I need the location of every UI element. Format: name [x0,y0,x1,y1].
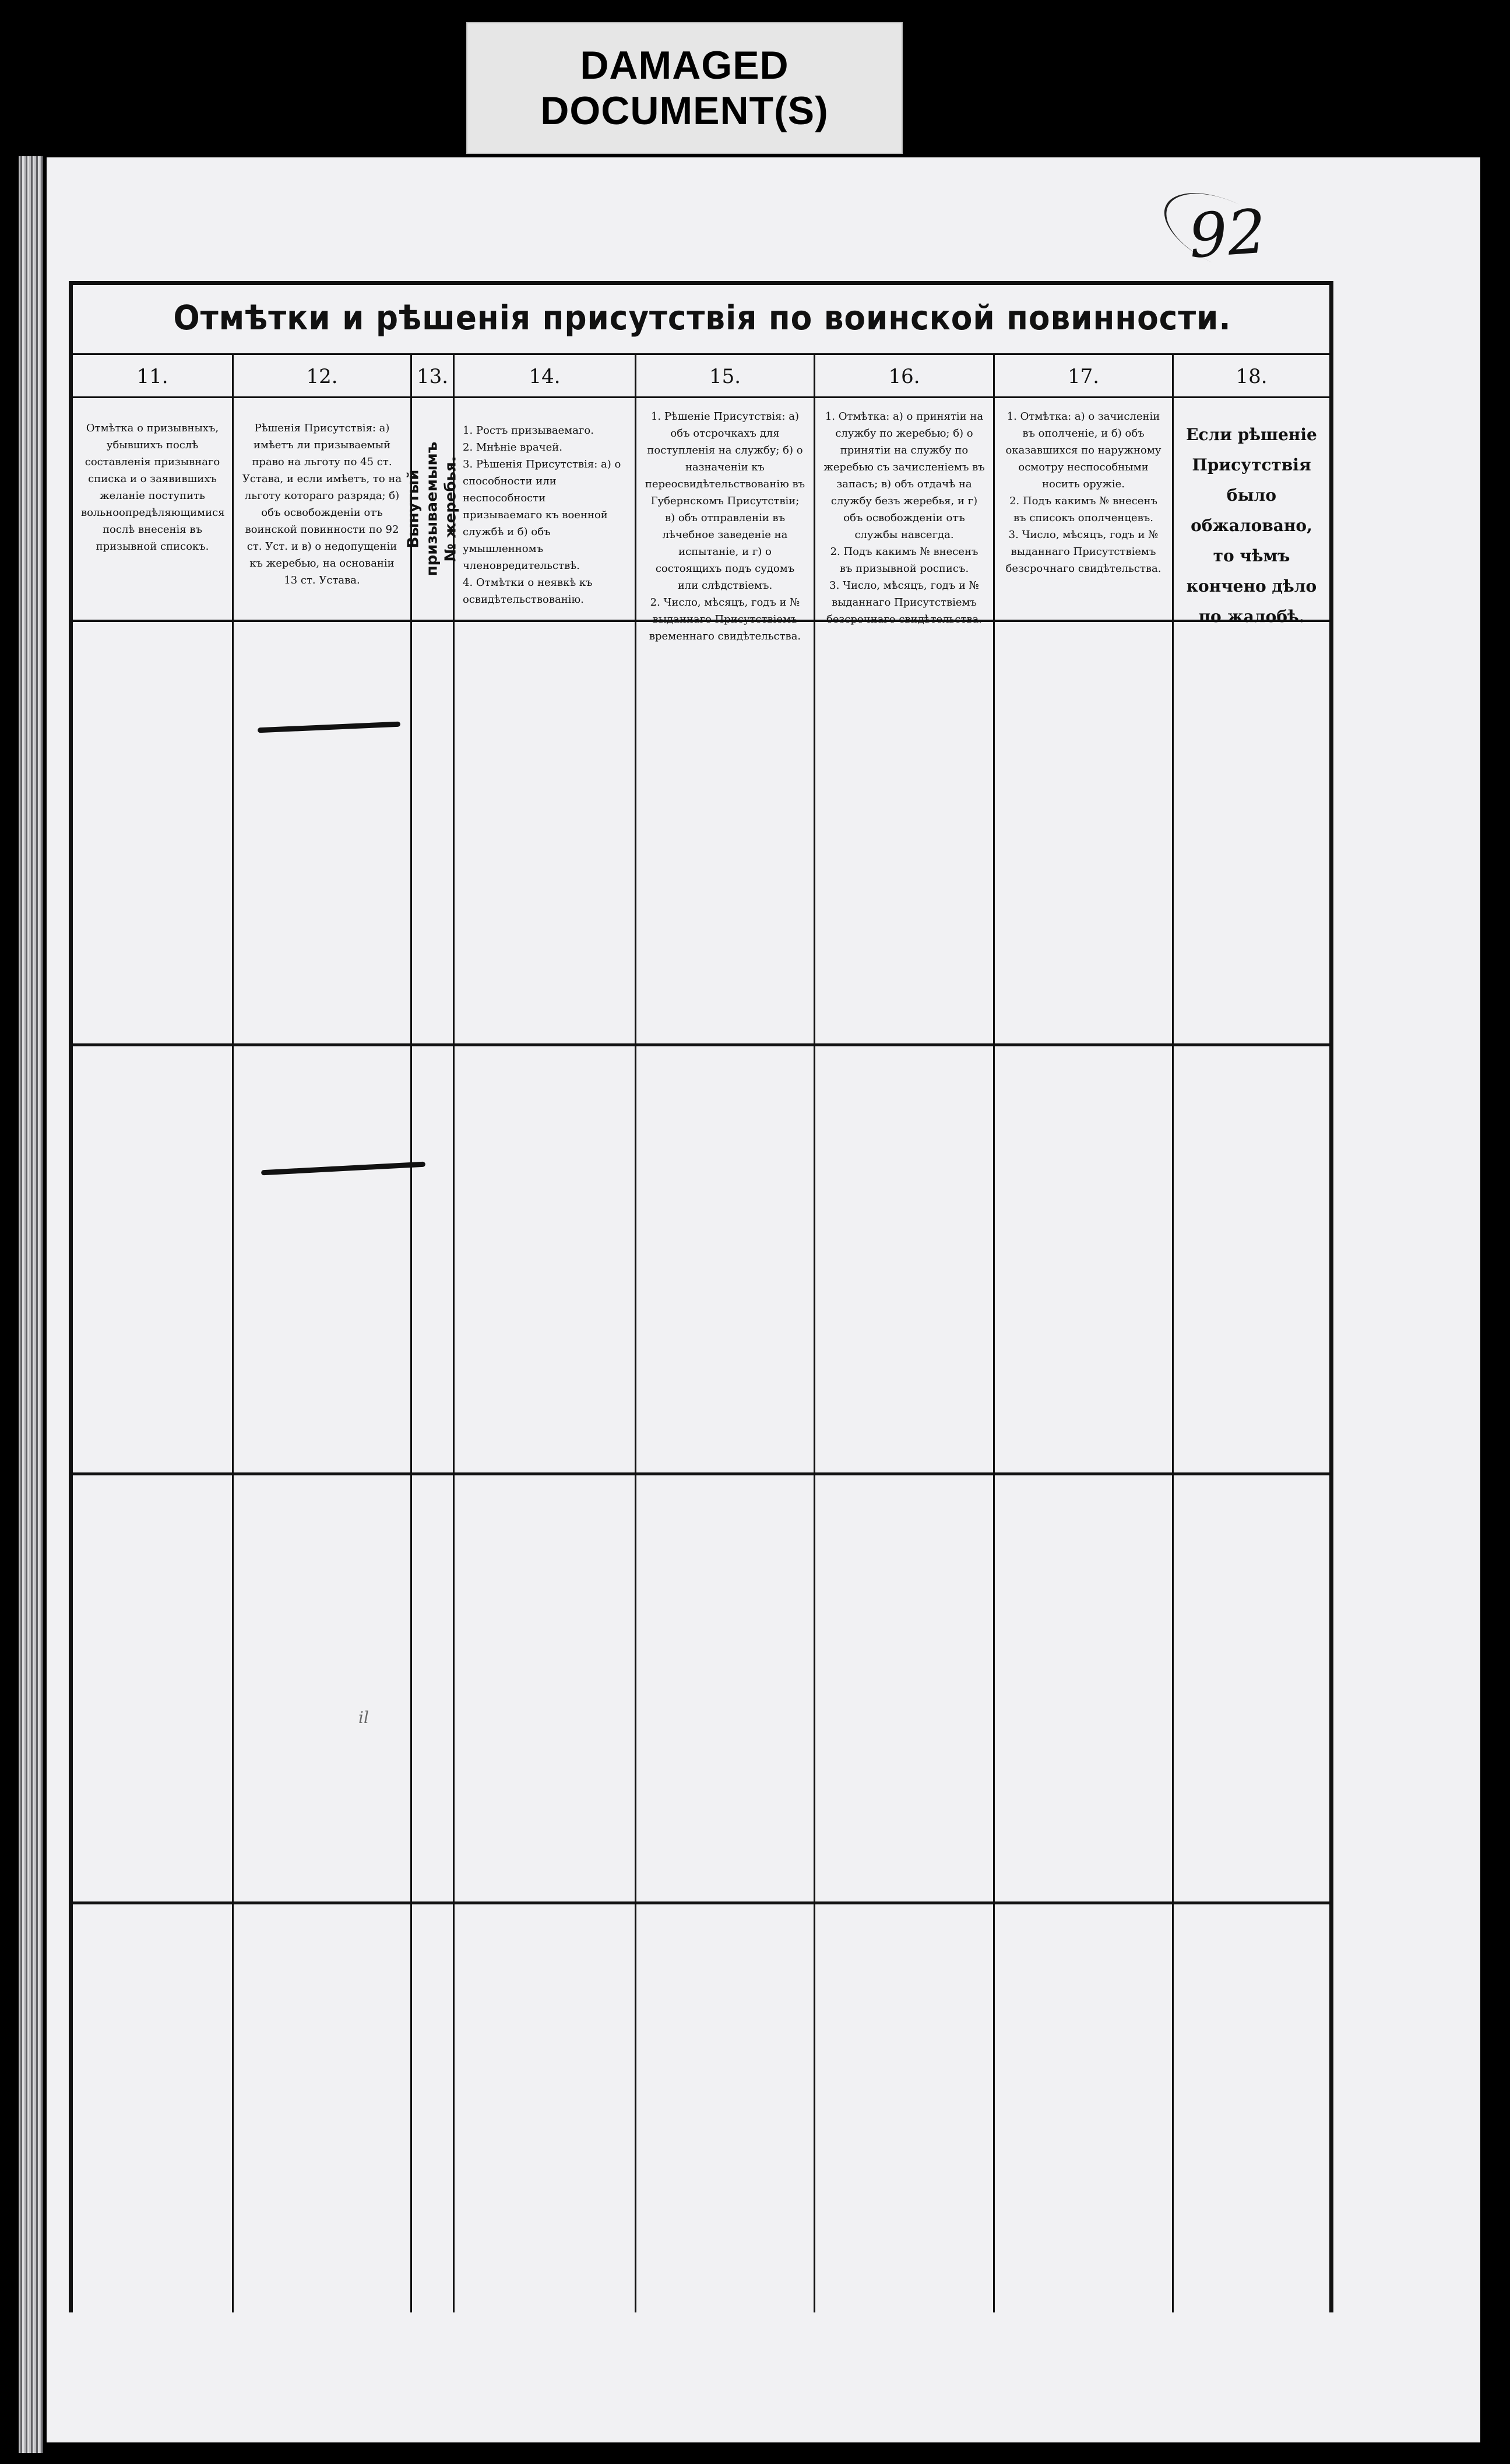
row-separator-1 [69,1043,1333,1046]
column-number-16: 16. [888,365,920,388]
table-left-border [69,281,73,2312]
column-description-13 [404,396,460,621]
row-separator-3 [69,1901,1333,1904]
column-separator [410,355,412,2312]
column-separator [993,355,995,2312]
drawn-lot-number-label: Вынутый призываемымъ № жеребья. [404,441,460,576]
column-number-18: 18. [1236,365,1268,388]
column-number-15: 15. [709,365,741,388]
column-description-17: 1. Отмѣтка: а) о зачисленіи въ ополченіе, и б) объ оказавшихся по наружному осмотру неспособными носить оружіе. 2. Подъ какимъ № внесенъ въ списокъ ополченцевъ. 3. Число, мѣсяцъ, годъ и № выданнаго Присутствіемъ безсрочнаго свидѣтельства. [1005,410,1161,575]
column-number-11: 11. [136,365,168,388]
column-separator [453,355,455,2312]
column-number-14: 14. [529,365,561,388]
pencil-mark: il [358,1708,369,1727]
row-separator-2 [69,1472,1333,1475]
table-top-border [69,281,1333,285]
page-binding-edge [19,156,43,2453]
table-right-border [1329,281,1333,2312]
damaged-document-stamp [466,22,903,154]
column-separator [814,355,815,2312]
column-description-15: 1. Рѣшеніе Присутствія: а) объ отсрочкахъ для поступленія на службу; б) о назначеніи къ переосвидѣтельствованію въ Губернскомъ Присутствіи; в) объ отправленіи въ лѣчебное заведеніе на испытаніе, и г) о состоящихъ подъ судомъ или слѣдствіемъ. 2. Число, мѣсяцъ, годъ и № выданнаго Присутствіемъ временнаго свидѣтельства. [645,410,805,642]
column-number-rule [69,396,1333,398]
column-separator [635,355,636,2312]
column-number-12: 12. [306,365,338,388]
column-number-17: 17. [1067,365,1100,388]
column-separator [1172,355,1174,2312]
title-rule [69,353,1333,355]
page-number: 92 [1186,195,1269,272]
column-description-16: 1. Отмѣтка: а) о принятіи на службу по жеребью; б) о принятіи на службу по жеребью съ зачисленіемъ въ запасъ; в) объ отдачѣ на службу безъ жеребья, и г) объ освобожденіи отъ службы навсегда. 2. Подъ какимъ № внесенъ въ призывной росписъ. 3. Число, мѣсяцъ, годъ и № выданнаго Присутствіемъ безсрочнаго свидѣтельства. [823,410,985,625]
column-description-12: Рѣшенія Присутствія: а) имѣетъ ли призываемый право на льготу по 45 ст. Устава, и если имѣетъ, то на льготу котораго разряда; б) объ освобожденіи отъ воинской повинности по 92 ст. Уст. и в) о недопущеніи къ жеребью, на основаніи 13 ст. Устава. [242,422,402,586]
column-description-11: Отмѣтка о призывныхъ, убывшихъ послѣ составленія призывнаго списка и о заявившихъ желаніе поступить вольноопредѣляющимися послѣ внесенія въ призывной списокъ. [81,422,225,553]
column-description-14: 1. Ростъ призываемаго. 2. Мнѣніе врачей. 3. Рѣшенія Присутствія: а) о способности или неспособности призываемаго къ военной службѣ и б) объ умышленномъ членовредительствѣ. 4. Отмѣтки о неявкѣ къ освидѣтельствованію. [463,424,621,606]
column-number-13: 13. [416,365,449,388]
stamp-line-1: DAMAGED [580,43,789,87]
column-separator [232,355,234,2312]
column-description-18: Если рѣшеніе Присутствія было обжаловано, то чѣмъ кончено дѣло по жалобѣ. [1186,425,1317,626]
stamp-line-2: DOCUMENT(S) [540,89,829,133]
table-title: Отмѣтки и рѣшенія присутствія по воинской повинности. [173,298,1231,338]
